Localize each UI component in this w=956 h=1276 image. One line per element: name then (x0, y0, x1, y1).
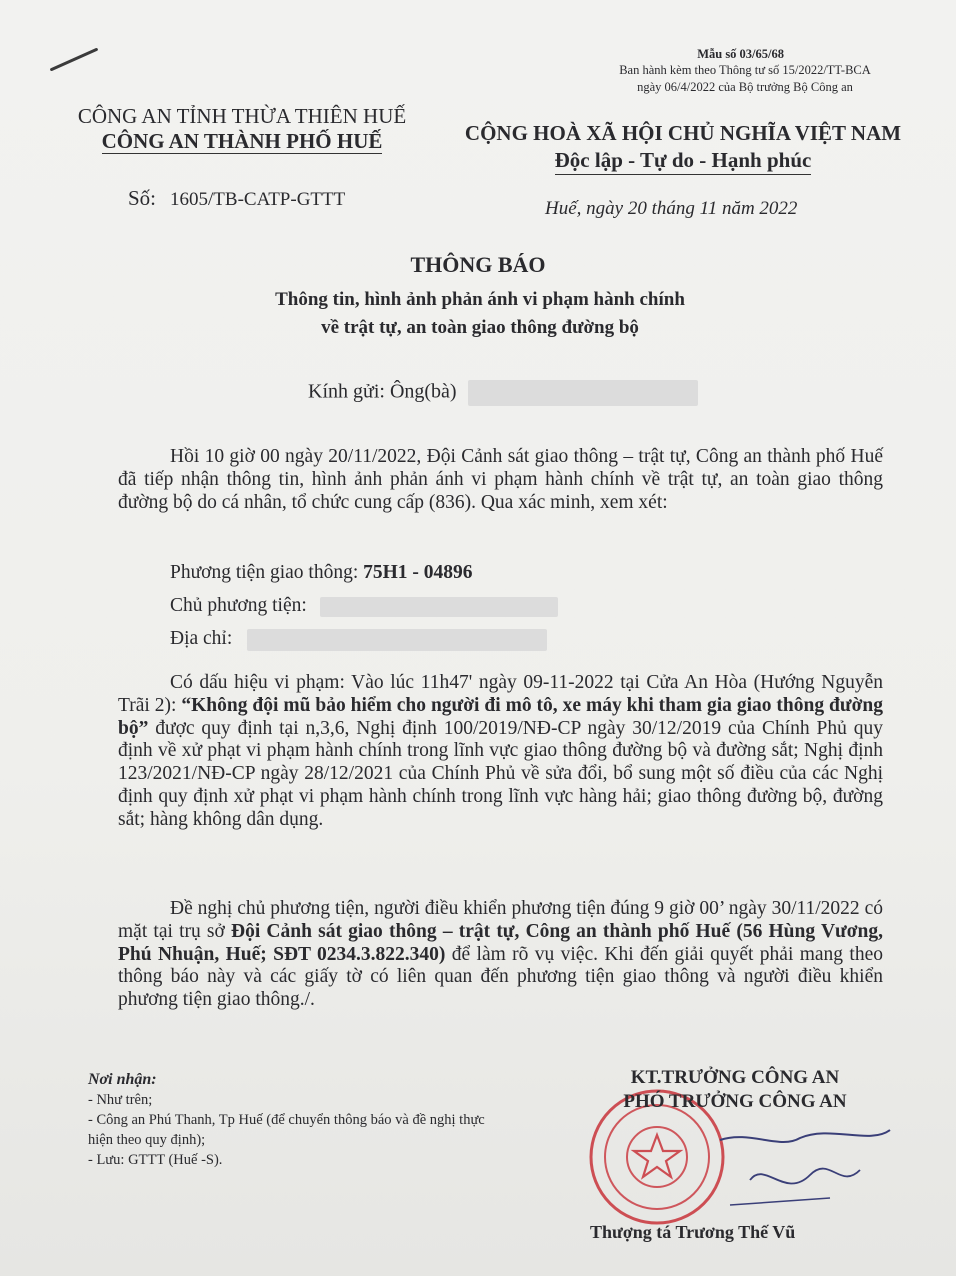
agency-name: CÔNG AN THÀNH PHỐ HUẾ (101, 129, 383, 153)
paragraph-intro: Hồi 10 giờ 00 ngày 20/11/2022, Đội Cảnh sát giao thông – trật tự, Công an thành phố Huế đã tiếp nhận thông tin, hình ảnh phản ánh vi phạm hành chính về trật tự, an toàn giao thông đường bộ do cá nhân, tổ chức cung cấp (836). Qua xác minh, xem xét: (118, 446, 883, 513)
form-note-line-1: Ban hành kèm theo Thông tư số 15/2022/TT-BCA (619, 63, 871, 77)
signer-role-1: KT.TRƯỞNG CÔNG AN (630, 1067, 840, 1088)
form-note-line-2: ngày 06/4/2022 của Bộ trưởng Bộ Công an (637, 80, 853, 94)
vehicle-plate: 75H1 - 04896 (363, 562, 473, 583)
handwritten-signature (690, 1120, 910, 1230)
subtitle-line-1: Thông tin, hình ảnh phản ánh vi phạm hành chính (275, 289, 685, 310)
request-rest: để làm rõ vụ việc. Khi đến giải quyết phải mang theo thông báo này và các giấy tờ có liên quan đến phương tiện giao thông và người điều khiển phương tiện giao thông./. (118, 943, 883, 1011)
recipient-line (308, 380, 698, 406)
address-label: Địa chỉ: (170, 628, 233, 649)
request-lead: Đề nghị chủ phương tiện, người điều khiển phương tiện đúng 9 giờ 00’ ngày 30/11/2022 có mặt tại trụ sở (118, 898, 883, 942)
signer-role-2: PHÓ TRƯỞNG CÔNG AN (623, 1091, 847, 1112)
paragraph-violation (118, 672, 883, 832)
vehicle-line (170, 562, 473, 584)
docno-value: 1605/TB-CATP-GTTT (170, 189, 346, 210)
recipient-item: - Công an Phú Thanh, Tp Huế (để chuyển thông báo và đề nghị thực hiện theo quy định); (88, 1112, 485, 1148)
paragraph-request (118, 898, 883, 1012)
signer-name: Thượng tá Trương Thế Vũ (590, 1222, 796, 1242)
document-number (128, 186, 345, 211)
recipients-heading: Nơi nhận: (88, 1071, 157, 1088)
violation-lead: Có dấu hiệu vi phạm: Vào lúc 11h47' ngày 09-11-2022 tại Cửa An Hòa (Hướng Nguyễn Trãi 2): (118, 672, 883, 716)
redacted-name (468, 380, 698, 406)
violation-legal-basis: được quy định tại n,3,6, Nghị định 100/2019/NĐ-CP ngày 30/12/2019 của Chính Phủ quy định về xử phạt vi phạm hành chính trong lĩnh vực giao thông đường bộ và đường sắt; Nghị định 123/2021/NĐ-CP ngày 28/12/2021 của Chính Phủ về sửa đổi, bổ sung một số điều của các Nghị định quy định xử phạt vi phạm hành chính trong lĩnh vực hàng hải; giao thông đường bộ, đường sắt; hàng không dân dụng. (118, 717, 883, 830)
recipient-item: - Lưu: GTTT (Huế -S). (88, 1152, 223, 1168)
violation-description: “Không đội mũ bảo hiểm cho người đi mô tô, xe máy khi tham gia giao thông đường bộ” (118, 694, 883, 739)
redacted-owner (320, 597, 558, 617)
pen-mark (50, 48, 99, 72)
document-title: THÔNG BÁO (410, 252, 546, 277)
agency-parent: CÔNG AN TỈNH THỪA THIÊN HUẾ (77, 104, 407, 128)
signature-block (585, 1066, 885, 1114)
issuing-agency (62, 104, 422, 154)
owner-label: Chủ phương tiện: (170, 595, 307, 616)
recipients-block (88, 1070, 508, 1170)
national-header (458, 120, 908, 174)
recipient-item: - Như trên; (88, 1092, 153, 1108)
redacted-address (247, 629, 547, 651)
subtitle-line-2: về trật tự, an toàn giao thông đường bộ (321, 317, 639, 338)
nation-motto: Độc lập - Tự do - Hạnh phúc (555, 148, 812, 175)
issue-date: Huế, ngày 20 tháng 11 năm 2022 (545, 198, 798, 219)
request-office: Đội Cảnh sát giao thông – trật tự, Công an thành phố Huế (56 Hùng Vương, Phú Nhuận, Huế; SĐT 0234.3.822.340) (118, 920, 883, 965)
owner-line (170, 595, 558, 617)
form-note (585, 62, 905, 96)
address-line (170, 628, 547, 651)
document-subtitle (0, 286, 956, 342)
vehicle-label: Phương tiện giao thông: (170, 562, 359, 583)
form-code: Mẫu số 03/65/68 (697, 47, 784, 61)
recipient-label: Kính gửi: Ông(bà) (308, 380, 457, 403)
docno-label: Số: (128, 186, 157, 210)
nation-name: CỘNG HOÀ XÃ HỘI CHỦ NGHĨA VIỆT NAM (464, 121, 902, 145)
